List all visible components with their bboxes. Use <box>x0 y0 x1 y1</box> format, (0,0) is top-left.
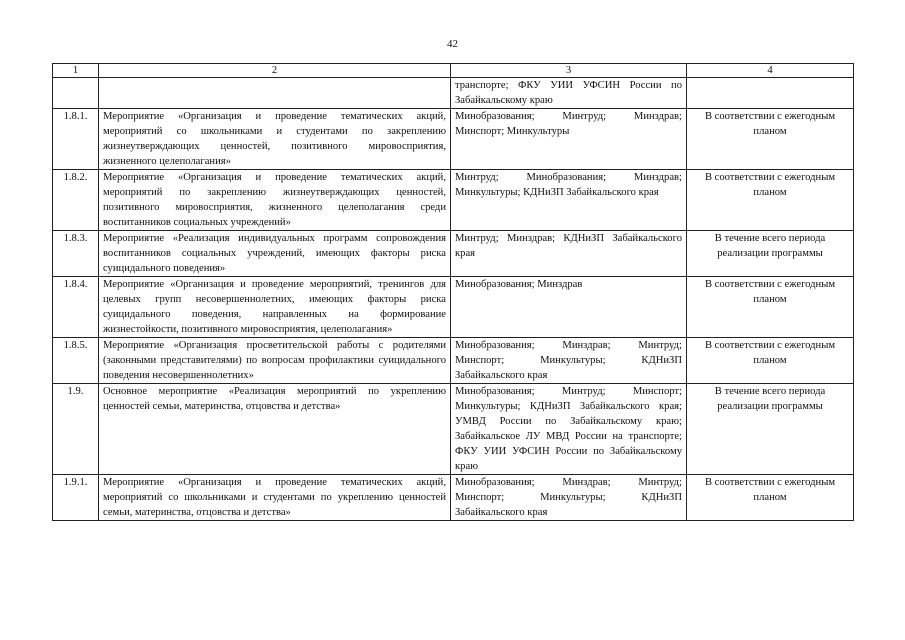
row-event: Мероприятие «Организация просветительской работы с родителями (законными представителями) по вопросам профилактики суицидального поведения несовершеннолетних» <box>99 338 451 384</box>
row-number: 1.8.5. <box>53 338 99 384</box>
table-row <box>53 170 854 231</box>
header-col-3: 3 <box>451 64 687 78</box>
row-number: 1.9.1. <box>53 475 99 521</box>
row-term: В течение всего периода реализации программы <box>687 231 854 277</box>
header-col-1: 1 <box>53 64 99 78</box>
table-row <box>53 109 854 170</box>
row-event: Мероприятие «Организация и проведение тематических акций, мероприятий со школьниками и студентами по укреплению ценностей семьи, материнства, отцовства и детства» <box>99 475 451 521</box>
row-term: В соответствии с ежегодным планом <box>687 170 854 231</box>
row-event <box>99 78 451 109</box>
row-term: В соответствии с ежегодным планом <box>687 475 854 521</box>
row-event: Мероприятие «Организация и проведение мероприятий, тренингов для целевых групп несовершеннолетних, имеющих факторы риска суицидального поведения, направленных на формирование жизнестойкости, позитивного мировосприятия, целеполагания» <box>99 277 451 338</box>
row-term: В соответствии с ежегодным планом <box>687 109 854 170</box>
row-executors: Минобразования; Минздрав <box>451 277 687 338</box>
row-number: 1.8.4. <box>53 277 99 338</box>
table-header-row <box>53 64 854 78</box>
row-number: 1.9. <box>53 384 99 475</box>
page-number: 42 <box>447 38 458 50</box>
row-term <box>687 78 854 109</box>
row-term: В соответствии с ежегодным планом <box>687 277 854 338</box>
row-number <box>53 78 99 109</box>
table-row <box>53 338 854 384</box>
row-executors: Минобразования; Минздрав; Минтруд; Минспорт; Минкультуры; КДНиЗП Забайкальского края <box>451 338 687 384</box>
table-row <box>53 78 854 109</box>
row-executors: Минобразования; Минтруд; Минздрав; Минспорт; Минкультуры <box>451 109 687 170</box>
row-executors: Минобразования; Минтруд; Минспорт; Минкультуры; КДНиЗП Забайкальского края; УМВД России по Забайкальскому краю; Забайкальское ЛУ МВД России на транспорте; ФКУ УИИ УФСИН России по Забайкальскому краю <box>451 384 687 475</box>
row-number: 1.8.2. <box>53 170 99 231</box>
table-row <box>53 384 854 475</box>
table-row <box>53 231 854 277</box>
row-number: 1.8.3. <box>53 231 99 277</box>
row-event: Основное мероприятие «Реализация мероприятий по укреплению ценностей семьи, материнства, отцовства и детства» <box>99 384 451 475</box>
row-executors: Минтруд; Минобразования; Минздрав; Минкультуры; КДНиЗП Забайкальского края <box>451 170 687 231</box>
table-row <box>53 475 854 521</box>
row-term: В течение всего периода реализации программы <box>687 384 854 475</box>
table-row <box>53 277 854 338</box>
row-event: Мероприятие «Организация и проведение тематических акций, мероприятий со школьниками и студентами по закреплению жизнеутверждающих ценностей, позитивного мировосприятия, жизненного целеполагания» <box>99 109 451 170</box>
row-executors: Минтруд; Минздрав; КДНиЗП Забайкальского края <box>451 231 687 277</box>
row-term: В соответствии с ежегодным планом <box>687 338 854 384</box>
row-event: Мероприятие «Реализация индивидуальных программ сопровождения воспитанников социальных учреждений, имеющих факторы риска суицидального поведения» <box>99 231 451 277</box>
row-executors: транспорте; ФКУ УИИ УФСИН России по Забайкальскому краю <box>451 78 687 109</box>
row-executors: Минобразования; Минздрав; Минтруд; Минспорт; Минкультуры; КДНиЗП Забайкальского края <box>451 475 687 521</box>
header-col-2: 2 <box>99 64 451 78</box>
activities-table <box>52 63 854 521</box>
header-col-4: 4 <box>687 64 854 78</box>
row-number: 1.8.1. <box>53 109 99 170</box>
row-event: Мероприятие «Организация и проведение тематических акций, мероприятий по закреплению жизнеутверждающих ценностей, позитивного мировосприятия, жизненного целеполагания среди воспитанников социальных учреждений» <box>99 170 451 231</box>
